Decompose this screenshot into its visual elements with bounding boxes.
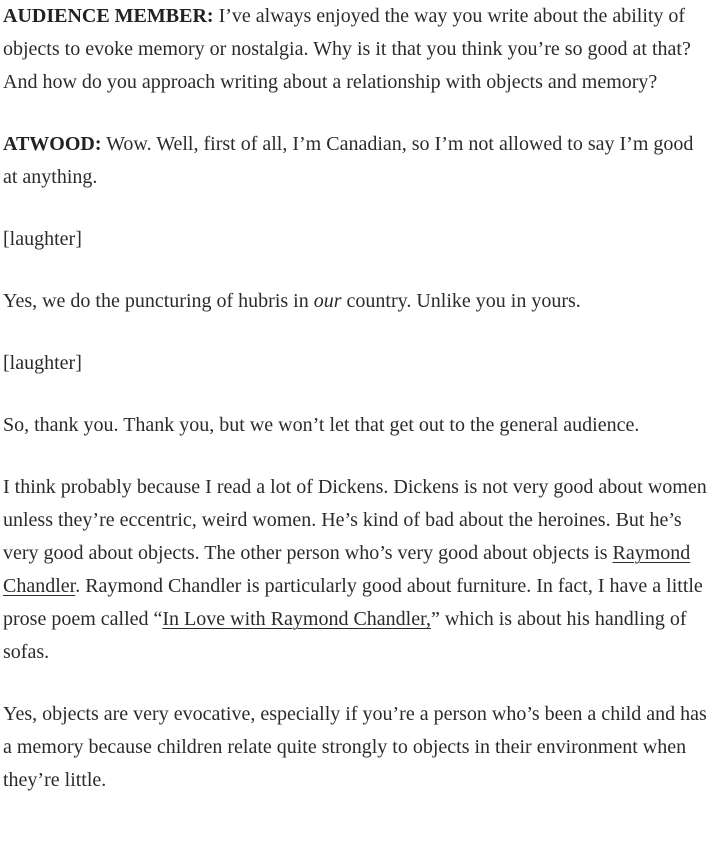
paragraph-text: I’ve always enjoyed the way you write about the ability of objects to evoke memory or nostalgia. Why is it that you think you’re so good at that? And how do you approach writing about a relationship with objects and memory? [3, 5, 691, 93]
paragraph-dickens [3, 471, 712, 669]
paragraph-atwood-reply [3, 128, 712, 194]
paragraph-text: . Raymond Chandler is particularly good about furniture. In fact, I have a little prose poem called “ [3, 575, 703, 630]
paragraph-text: Wow. Well, first of all, I’m Canadian, so I’m not allowed to say I’m good at anything. [3, 133, 694, 188]
in-love-with-raymond-chandler-link[interactable]: In Love with Raymond Chandler, [162, 608, 431, 630]
speaker-label: ATWOOD: [3, 133, 102, 155]
paragraph-thank-you: So, thank you. Thank you, but we won’t let that get out to the general audience. [3, 414, 640, 436]
emphasis-text: our [313, 290, 342, 312]
paragraph-text: country. Unlike you in yours. [341, 290, 581, 312]
paragraph-laughter: [laughter] [3, 228, 82, 250]
raymond-chandler-link[interactable]: Raymond Chandler [3, 542, 691, 597]
paragraph-text: Yes, we do the puncturing of hubris in [3, 290, 314, 312]
paragraph-laughter: [laughter] [3, 352, 82, 374]
paragraph-hubris [3, 285, 712, 318]
paragraph-audience-question [3, 0, 712, 99]
paragraph-text: ” which is about his handling of sofas. [3, 608, 687, 663]
paragraph-text: I think probably because I read a lot of Dickens. Dickens is not very good about women unless they’re eccentric, weird women. He’s kind of bad about the heroines. But he’s very good about objects. The other person who’s very good about objects is [3, 476, 707, 564]
speaker-label: AUDIENCE MEMBER: [3, 5, 214, 27]
paragraph-objects-evocative: Yes, objects are very evocative, especially if you’re a person who’s been a child and has a memory because children relate quite strongly to objects in their environment when they’re little. [3, 703, 707, 791]
